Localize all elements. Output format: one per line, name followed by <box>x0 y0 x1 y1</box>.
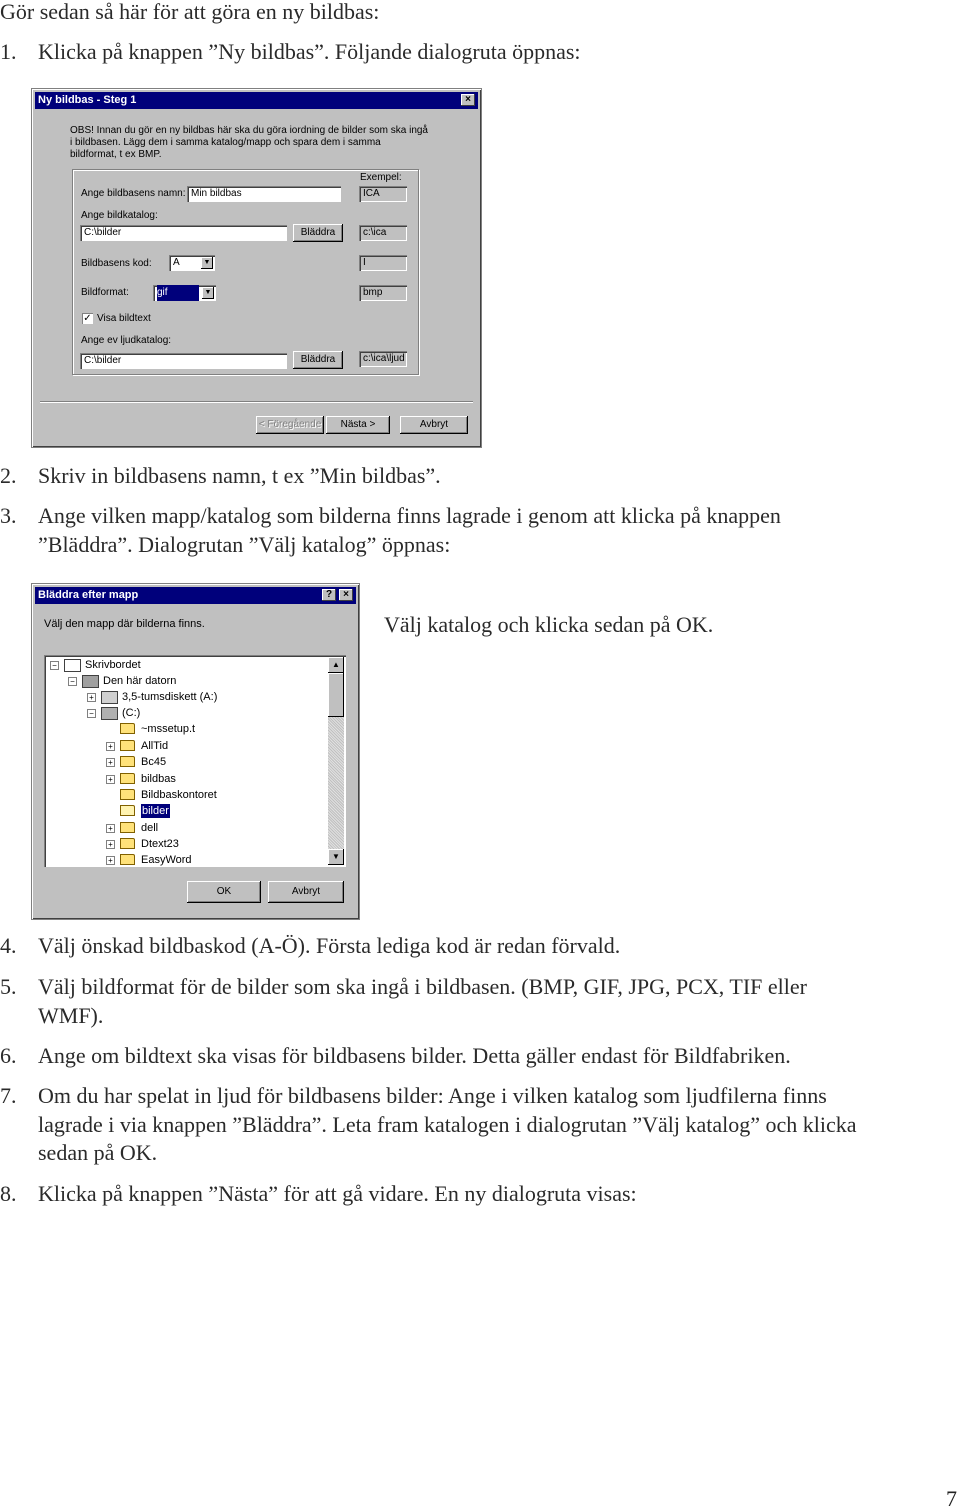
browse-folder-dialog <box>31 583 360 920</box>
format-select[interactable] <box>153 285 216 301</box>
step-text-cont: WMF). <box>38 1003 104 1028</box>
tree-label: Dtext23 <box>141 838 179 850</box>
step-number: 8. <box>0 1181 17 1206</box>
expand-icon[interactable]: + <box>106 824 115 833</box>
code-value: A <box>173 257 180 268</box>
step-number: 2. <box>0 463 17 488</box>
step-number: 7. <box>0 1083 17 1108</box>
format-label: Bildformat: <box>81 287 129 298</box>
step-text-cont: ”Bläddra”. Dialogrutan ”Välj katalog” öppnas: <box>38 532 451 557</box>
browse-dir-button[interactable]: Bläddra <box>293 224 343 242</box>
folder-icon <box>120 789 135 800</box>
dir-label: Ange bildkatalog: <box>81 210 158 221</box>
chevron-down-icon[interactable]: ▼ <box>201 257 213 269</box>
step-number: 5. <box>0 974 17 999</box>
cancel-button[interactable]: Avbryt <box>400 416 468 434</box>
step-text: Om du har spelat in ljud för bildbasens bilder: Ange i vilken katalog som ljudfilerna finns <box>38 1083 827 1108</box>
step-text: Ange vilken mapp/katalog som bilderna finns lagrade i genom att klicka på knappen <box>38 503 781 528</box>
name-label: Ange bildbasens namn: <box>81 188 186 199</box>
ok-button[interactable]: OK <box>187 881 261 903</box>
tree-label: bilder <box>142 805 169 817</box>
tree-label: 3,5-tumsdiskett (A:) <box>122 691 218 703</box>
expand-icon[interactable]: + <box>87 693 96 702</box>
prompt-text: Välj den mapp där bilderna finns. <box>44 618 205 630</box>
info-text: OBS! Innan du gör en ny bildbas här ska du göra iordning de bilder som ska ingå i bildbasen. Lägg dem i samma katalog/mapp och spara dem i samma bildformat, t ex BMP. <box>70 125 428 160</box>
tree-label: Skrivbordet <box>85 659 141 671</box>
name-input[interactable]: Min bildbas <box>187 186 341 202</box>
folder-tree[interactable] <box>44 655 346 867</box>
computer-icon <box>82 675 99 688</box>
intro-text: Gör sedan så här för att göra en ny bildbas: <box>0 0 380 24</box>
next-button[interactable]: Nästa > <box>326 416 390 434</box>
expand-icon[interactable]: + <box>106 742 115 751</box>
sound-example: c:\ica\ljud <box>359 351 407 367</box>
scroll-down-icon[interactable]: ▼ <box>328 849 344 865</box>
step-text: Klicka på knappen ”Nästa” för att gå vidare. En ny dialogruta visas: <box>38 1181 637 1206</box>
show-caption-label: Visa bildtext <box>97 313 151 324</box>
close-icon[interactable]: × <box>461 94 475 106</box>
new-imagebase-dialog <box>31 88 482 448</box>
expand-icon[interactable]: + <box>106 775 115 784</box>
scroll-thumb[interactable] <box>328 673 344 717</box>
expand-icon[interactable]: + <box>106 840 115 849</box>
tree-label: dell <box>141 822 159 834</box>
dialog-title: Ny bildbas - Steg 1 <box>38 94 137 106</box>
step-number: 3. <box>0 503 17 528</box>
step-text: Klicka på knappen ”Ny bildbas”. Följande dialogruta öppnas: <box>38 39 581 64</box>
cancel-button[interactable]: Avbryt <box>268 881 344 903</box>
expand-icon[interactable]: + <box>106 758 115 767</box>
collapse-icon[interactable]: − <box>87 709 96 718</box>
sound-input[interactable]: C:\bilder <box>80 353 287 369</box>
chevron-down-icon[interactable]: ▼ <box>202 287 214 299</box>
expand-icon[interactable]: + <box>106 856 115 865</box>
open-folder-icon <box>120 805 135 816</box>
step-text: Ange om bildtext ska visas för bildbasens bilder. Detta gäller endast för Bildfabriken. <box>38 1043 791 1068</box>
tree-label: Den här datorn <box>103 675 177 687</box>
floppy-icon <box>101 691 118 704</box>
code-example: I <box>359 255 407 271</box>
step-text: Välj önskad bildbaskod (A-Ö). Första lediga kod är redan förvald. <box>38 933 621 958</box>
tree-label: EasyWord <box>141 854 192 866</box>
folder-icon <box>120 854 135 865</box>
folder-icon <box>120 723 135 734</box>
page-number: 7 <box>946 1486 957 1511</box>
example-label: Exempel: <box>360 172 402 183</box>
code-select[interactable] <box>169 255 215 271</box>
tree-label: (C:) <box>122 707 141 719</box>
tree-label: AllTid <box>141 740 169 752</box>
close-icon[interactable]: × <box>339 589 353 601</box>
tree-label: Bc45 <box>141 756 167 768</box>
scroll-up-icon[interactable]: ▲ <box>328 657 344 673</box>
sound-label: Ange ev ljudkatalog: <box>81 335 172 346</box>
dialog-titlebar <box>35 587 356 604</box>
drive-icon <box>101 707 118 720</box>
previous-button[interactable]: < Föregående <box>256 416 324 434</box>
show-caption-checkbox[interactable]: ✓ <box>83 313 92 324</box>
step-number: 4. <box>0 933 17 958</box>
vertical-scrollbar[interactable] <box>328 657 344 865</box>
folder-icon <box>120 740 135 751</box>
step-text: Skriv in bildbasens namn, t ex ”Min bildbas”. <box>38 463 441 488</box>
folder-icon <box>120 838 135 849</box>
name-example: ICA <box>359 186 407 202</box>
dir-example: c:\ica <box>359 225 407 241</box>
code-label: Bildbasens kod: <box>81 258 152 269</box>
folder-icon <box>120 756 135 767</box>
step-number: 6. <box>0 1043 17 1068</box>
dir-input[interactable]: C:\bilder <box>80 225 287 241</box>
browse-sound-button[interactable]: Bläddra <box>293 351 343 369</box>
step-text-cont: lagrade i via knappen ”Bläddra”. Leta fram katalogen i dialogrutan ”Välj katalog” och klicka <box>38 1112 857 1137</box>
separator <box>40 401 473 403</box>
format-example: bmp <box>359 285 407 301</box>
collapse-icon[interactable]: − <box>50 661 59 670</box>
tree-label: bildbas <box>141 773 176 785</box>
tree-label: Bildbaskontoret <box>141 789 217 801</box>
dialog-title: Bläddra efter mapp <box>38 589 139 601</box>
folder-icon <box>120 822 135 833</box>
step-text: Välj bildformat för de bilder som ska ingå i bildbasen. (BMP, GIF, JPG, PCX, TIF eller <box>38 974 807 999</box>
format-value: gif <box>157 285 199 301</box>
side-note: Välj katalog och klicka sedan på OK. <box>384 612 714 637</box>
step-number: 1. <box>0 39 17 64</box>
tree-label: ~mssetup.t <box>141 723 196 735</box>
desktop-icon <box>64 659 81 672</box>
help-icon[interactable]: ? <box>322 589 336 601</box>
step-text-cont: sedan på OK. <box>38 1140 158 1165</box>
collapse-icon[interactable]: − <box>68 677 77 686</box>
folder-icon <box>120 773 135 784</box>
dialog-titlebar <box>35 92 478 109</box>
